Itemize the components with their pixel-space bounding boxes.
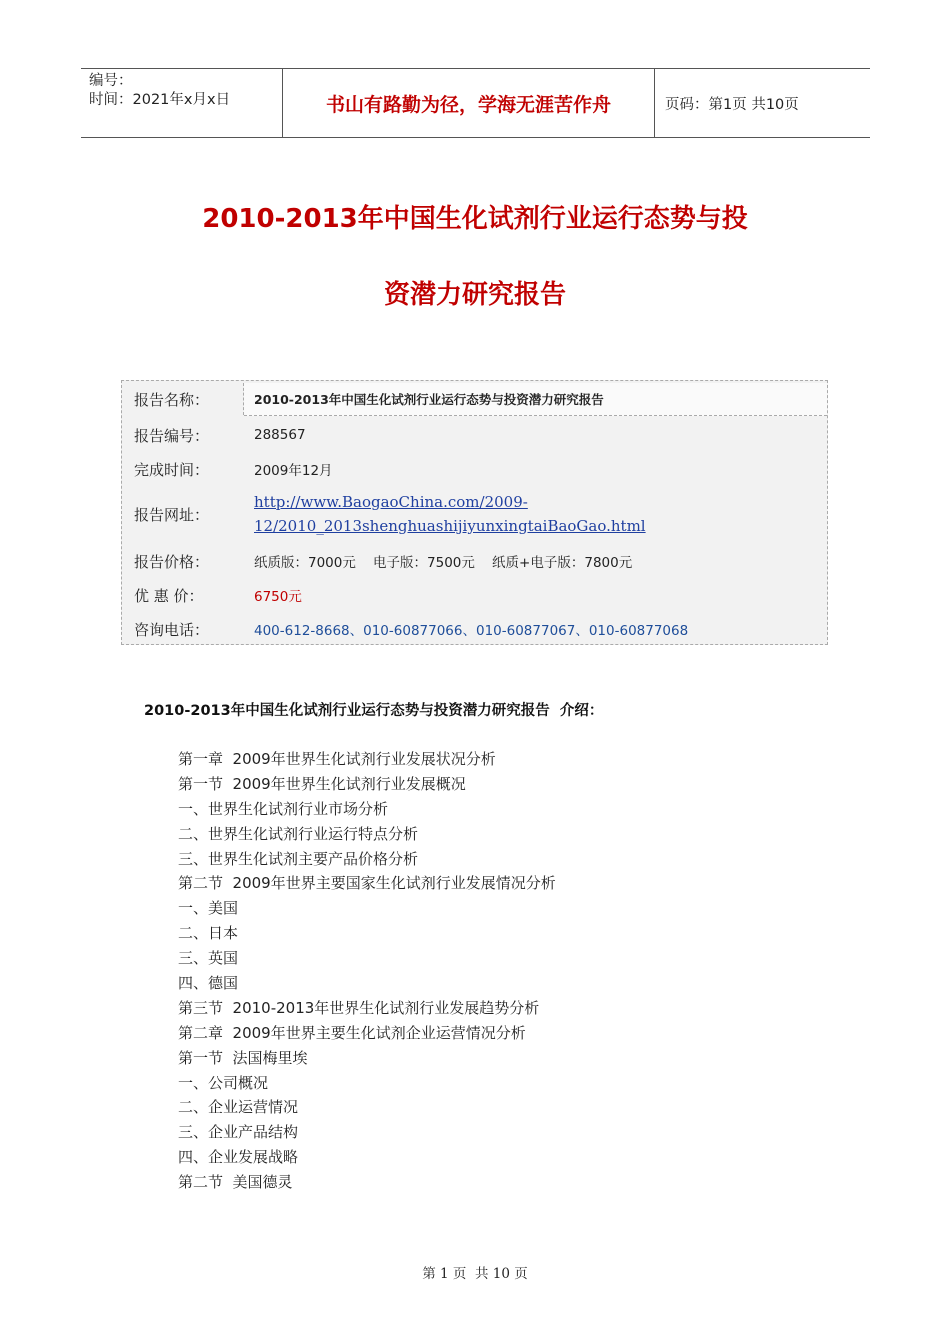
info-row-price xyxy=(122,549,827,573)
number-field-label: 报告编号： xyxy=(134,426,210,445)
page-info: 页码：第1页 共10页 xyxy=(665,96,799,113)
phone-label: 咨询电话： xyxy=(134,620,210,639)
phone-value: 400-612-8668、010-60877066、010-60877067、010-60877068 xyxy=(254,623,689,639)
intro-heading: 2010-2013年中国生化试剂行业运行态势与投资潜力研究报告 介绍： xyxy=(144,703,604,719)
page-header xyxy=(81,68,870,138)
time-label: 时间：2021年x月x日 xyxy=(89,92,231,108)
date-value: 2009年12月 xyxy=(254,463,333,479)
discount-value: 6750元 xyxy=(254,589,302,605)
report-info-table xyxy=(121,380,828,645)
toc-item: 二、企业运营情况 xyxy=(178,1098,299,1117)
report-title-line-2: 资潜力研究报告 xyxy=(383,280,566,310)
toc-item: 一、美国 xyxy=(178,899,239,918)
info-row-discount xyxy=(122,583,827,607)
toc-item: 第三节 2010-2013年世界生化试剂行业发展趋势分析 xyxy=(178,998,540,1017)
table-of-contents xyxy=(178,747,556,1195)
page-footer: 第 1 页 共 10 页 xyxy=(422,1266,528,1282)
header-left-cell xyxy=(81,69,282,137)
discount-label: 优 惠 价： xyxy=(134,586,204,605)
url-value xyxy=(244,490,646,538)
toc-item: 第二章 2009年世界主要生化试剂企业运营情况分析 xyxy=(178,1023,526,1042)
price-label: 报告价格： xyxy=(134,552,210,571)
toc-item: 三、世界生化试剂主要产品价格分析 xyxy=(178,849,419,868)
toc-item: 一、公司概况 xyxy=(178,1073,269,1092)
url-link-line-2[interactable]: 12/2010_2013shenghuashijiyunxingtaiBaoGao.html xyxy=(254,517,646,535)
motto: 书山有路勤为径，学海无涯苦作舟 xyxy=(282,69,655,137)
toc-item: 第二节 2009年世界主要国家生化试剂行业发展情况分析 xyxy=(178,874,556,893)
toc-item: 三、英国 xyxy=(178,949,239,968)
toc-item: 第一节 法国梅里埃 xyxy=(178,1048,308,1067)
toc-item: 四、企业发展战略 xyxy=(178,1148,299,1167)
name-value: 2010-2013年中国生化试剂行业运行态势与投资潜力研究报告 xyxy=(244,383,827,416)
price-value: 纸质版：7000元 电子版：7500元 纸质+电子版：7800元 xyxy=(254,555,633,571)
info-row-phone xyxy=(122,617,827,641)
name-label: 报告名称： xyxy=(122,383,244,415)
info-row-name xyxy=(122,383,827,415)
toc-item: 二、世界生化试剂行业运行特点分析 xyxy=(178,824,419,843)
info-row-date xyxy=(122,457,827,481)
info-row-url xyxy=(122,489,827,539)
date-label: 完成时间： xyxy=(134,460,210,479)
report-title-line-1: 2010-2013年中国生化试剂行业运行态势与投 xyxy=(202,204,748,234)
number-label: 编号： xyxy=(89,73,133,89)
toc-item: 一、世界生化试剂行业市场分析 xyxy=(178,799,389,818)
toc-item: 三、企业产品结构 xyxy=(178,1123,299,1142)
toc-item: 二、日本 xyxy=(178,924,239,943)
toc-item: 第二节 美国德灵 xyxy=(178,1173,293,1192)
url-link-line-1[interactable]: http://www.BaogaoChina.com/2009- xyxy=(254,493,528,511)
toc-item: 第一节 2009年世界生化试剂行业发展概况 xyxy=(178,774,466,793)
info-row-number xyxy=(122,423,827,447)
toc-item: 第一章 2009年世界生化试剂行业发展状况分析 xyxy=(178,750,496,768)
number-field-value: 288567 xyxy=(254,427,306,443)
url-label: 报告网址： xyxy=(134,505,210,524)
toc-item: 四、德国 xyxy=(178,974,239,993)
